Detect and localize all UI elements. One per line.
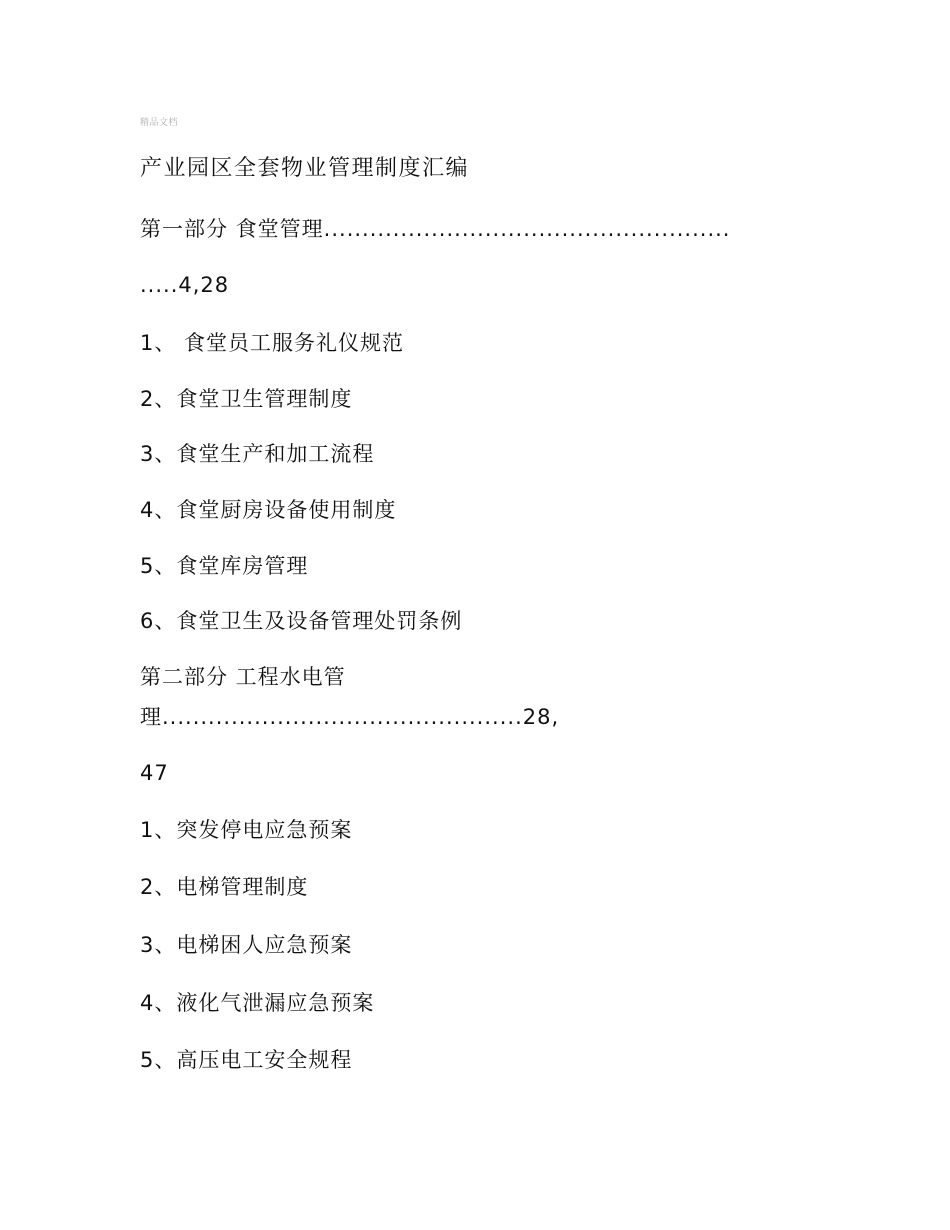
- toc-item: 5、食堂库房管理: [140, 554, 309, 578]
- toc-item: 2、电梯管理制度: [140, 875, 309, 899]
- document-title: 产业园区全套物业管理制度汇编: [140, 156, 470, 181]
- toc-item: 1、突发停电应急预案: [140, 818, 353, 842]
- toc-item: 1、 食堂员工服务礼仪规范: [140, 331, 405, 355]
- toc-part2-heading-cont: 理...............................................28,: [140, 705, 560, 729]
- toc-item: 4、液化气泄漏应急预案: [140, 991, 375, 1015]
- toc-item: 4、食堂厨房设备使用制度: [140, 498, 397, 522]
- toc-item: 6、食堂卫生及设备管理处罚条例: [140, 609, 463, 633]
- header-watermark: 精品文档: [140, 118, 179, 128]
- toc-item: 3、食堂生产和加工流程: [140, 442, 375, 466]
- toc-part2-heading: 第二部分 工程水电管: [140, 665, 346, 689]
- toc-part1-page-range: .....4,28: [140, 273, 230, 297]
- toc-item: 5、高压电工安全规程: [140, 1048, 353, 1072]
- toc-part2-page-range: 47: [140, 761, 169, 785]
- toc-item: 2、食堂卫生管理制度: [140, 387, 353, 411]
- toc-item: 3、电梯困人应急预案: [140, 933, 353, 957]
- toc-part1-heading: 第一部分 食堂管理.....................................................: [140, 217, 731, 241]
